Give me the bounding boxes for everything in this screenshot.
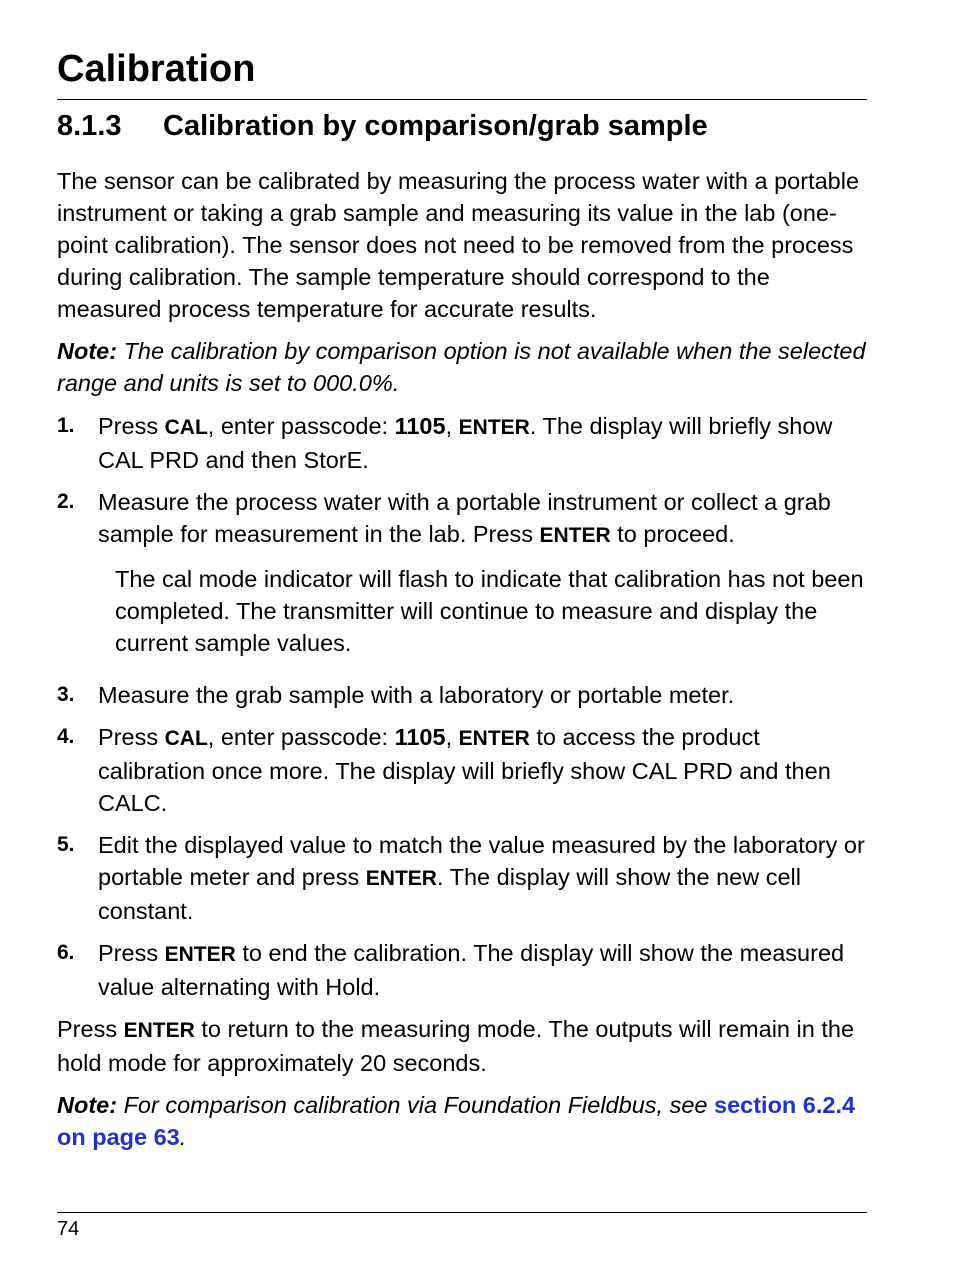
section-title: Calibration by comparison/grab sample [163, 110, 708, 142]
chapter-title: Calibration [57, 48, 256, 90]
note-text: For comparison calibration via Foundation Fieldbus, see [117, 1092, 714, 1118]
step-number: 5. [57, 833, 75, 856]
step-number: 6. [57, 941, 75, 964]
step-3: 3. Measure the grab sample with a laboratory or portable meter. [57, 679, 869, 711]
footer-divider [57, 1212, 867, 1213]
title-divider [57, 99, 867, 100]
note-range-units [57, 335, 869, 399]
section-body [57, 165, 869, 1164]
passcode: 1105 [394, 724, 446, 750]
enter-key: ENTER [458, 416, 530, 439]
cal-key: CAL [164, 727, 208, 750]
step-2-detail: The cal mode indicator will flash to indicate that calibration has not been completed. The transmitter will continue to measure and display the current sample values. [115, 566, 864, 656]
enter-key: ENTER [458, 727, 530, 750]
step-number: 1. [57, 414, 75, 437]
enter-key: ENTER [123, 1019, 195, 1042]
step-number: 3. [57, 683, 75, 706]
enter-key: ENTER [539, 524, 611, 547]
note-text: The calibration by comparison option is not available when the selected range and units is set to 000.0%. [57, 338, 866, 396]
return-paragraph: Press ENTER to return to the measuring mode. The outputs will remain in the hold mode for approximately 20 seconds. [57, 1016, 855, 1076]
section-heading [57, 106, 708, 146]
step-2: 2. Measure the process water with a portable instrument or collect a grab sample for measurement in the lab. Press ENTER to proceed. The cal mode indicator will flash to indicate that calibration has not been completed. The transmitter will continue to measure and display the current sample values. [57, 486, 869, 659]
note-label: Note: [57, 338, 118, 364]
intro-paragraph: The sensor can be calibrated by measuring the process water with a portable instrument or taking a grab sample and measuring its value in the lab (one-point calibration). The sensor does not need to be removed from the process during calibration. The sample temperature should correspond to the measured process temperature for accurate results. [57, 168, 860, 322]
passcode: 1105 [394, 413, 446, 439]
step-number: 4. [57, 725, 75, 748]
enter-key: ENTER [164, 943, 236, 966]
step-number: 2. [57, 490, 75, 513]
step-6: 6. Press ENTER to end the calibration. The display will show the measured value alternating with Hold. [57, 937, 869, 1003]
cal-key: CAL [164, 416, 208, 439]
procedure-steps [57, 410, 869, 1003]
note-fieldbus: Note: For comparison calibration via Foundation Fieldbus, see section 6.2.4 on page 63. [57, 1092, 856, 1150]
step-5: 5. Edit the displayed value to match the value measured by the laboratory or portable meter and press ENTER. The display will show the new cell constant. [57, 829, 869, 927]
step-4: 4. Press CAL, enter passcode: 1105, ENTER to access the product calibration once more. The display will briefly show CAL PRD and then CALC. [57, 721, 869, 819]
note-label: Note: [57, 1092, 118, 1118]
section-cross-reference-link[interactable]: section 6.2.4 on page 63 [57, 1092, 856, 1150]
enter-key: ENTER [365, 867, 437, 890]
step-1: 1. Press CAL, enter passcode: 1105, ENTER. The display will briefly show CAL PRD and then StorE. [57, 410, 869, 476]
section-number: 8.1.3 [57, 110, 122, 142]
page-number: 74 [57, 1218, 80, 1240]
